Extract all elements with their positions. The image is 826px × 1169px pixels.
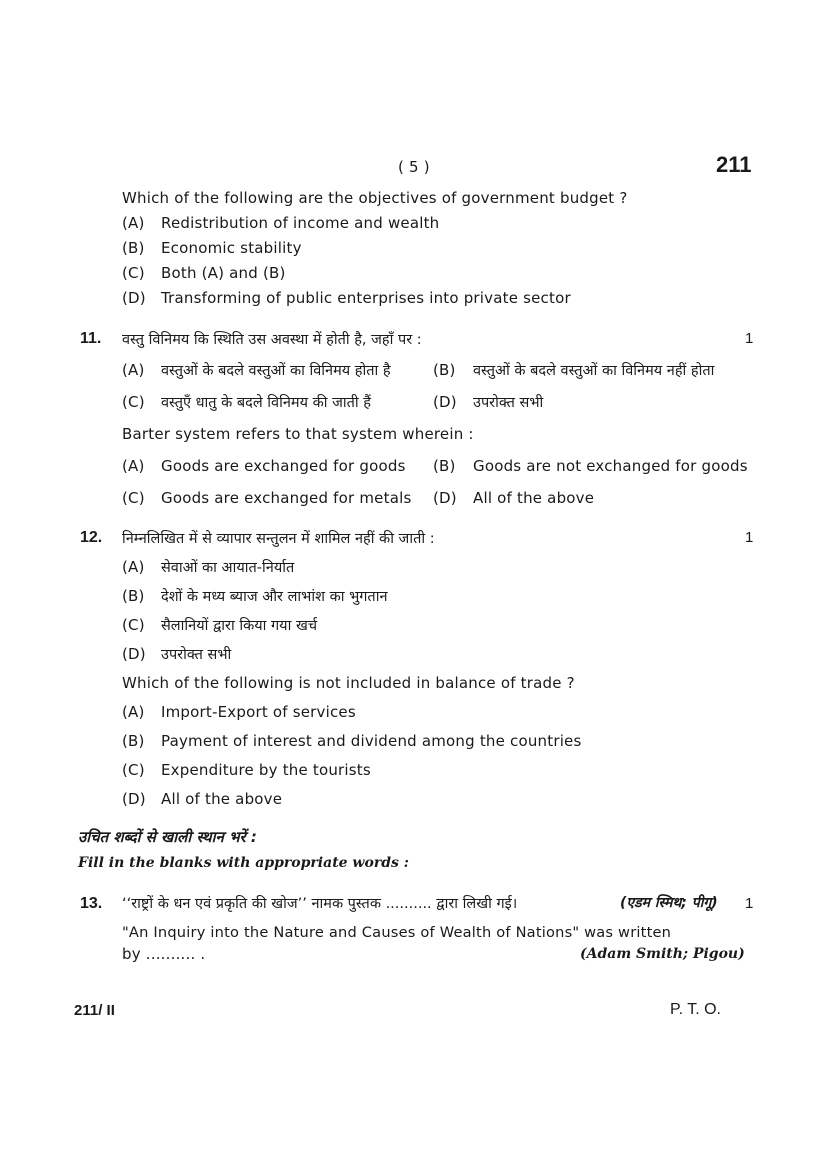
option-label: (A) [122, 214, 145, 232]
option-label: (A) [122, 457, 145, 475]
option-text: सेवाओं का आयात-निर्यात [161, 560, 295, 576]
option-label: (C) [122, 393, 145, 411]
option-text: All of the above [161, 790, 283, 808]
option-label: (C) [122, 264, 145, 282]
q13-english-choices: (Adam Smith; Pigou) [580, 946, 745, 962]
option-text: Redistribution of income and wealth [161, 214, 440, 232]
paper-code: 211 [716, 152, 752, 177]
option-text: देशों के मध्य ब्याज और लाभांश का भुगतान [161, 589, 388, 605]
option-label: (B) [433, 361, 456, 379]
q12-number: 12. [80, 529, 103, 546]
option-label: (A) [122, 558, 145, 576]
option-text: Transforming of public enterprises into private sector [161, 289, 571, 307]
option-text: Both (A) and (B) [161, 264, 286, 282]
option-label: (B) [433, 457, 456, 475]
page-number: ( 5 ) [398, 158, 430, 176]
q11-marks: 1 [745, 330, 754, 347]
option-text: Economic stability [161, 239, 302, 257]
q10-question: Which of the following are the objectives of government budget ? [122, 189, 628, 207]
section-hindi-heading: उचित शब्दों से खाली स्थान भरें : [78, 828, 257, 846]
option-text: वस्तुएँ धातु के बदले विनिमय की जाती हैं [161, 395, 371, 411]
option-text: Goods are exchanged for goods [161, 457, 406, 475]
option-text: All of the above [473, 489, 595, 507]
option-text: Import-Export of services [161, 703, 356, 721]
q13-hindi-text: ‘‘राष्ट्रों के धन एवं प्रकृति की खोज’’ नामक पुस्तक .......... द्वारा लिखी गई। [122, 896, 518, 912]
option-text: वस्तुओं के बदले वस्तुओं का विनिमय नहीं होता [473, 363, 715, 379]
option-text: वस्तुओं के बदले वस्तुओं का विनिमय होता है [161, 363, 391, 379]
option-text: Goods are exchanged for metals [161, 489, 412, 507]
option-label: (D) [122, 289, 146, 307]
option-label: (D) [122, 790, 146, 808]
q13-marks: 1 [745, 895, 754, 912]
q13-number: 13. [80, 895, 103, 912]
q13-hindi-choices: (एडम स्मिथ; पीगू) [620, 895, 718, 911]
option-label: (B) [122, 239, 145, 257]
option-text: उपरोक्त सभी [473, 395, 544, 411]
option-text: उपरोक्त सभी [161, 647, 232, 663]
option-text: सैलानियों द्वारा किया गया खर्च [161, 618, 318, 634]
option-label: (D) [433, 393, 457, 411]
option-label: (C) [122, 761, 145, 779]
option-label: (D) [122, 645, 146, 663]
q11-english-question: Barter system refers to that system wherein : [122, 425, 474, 443]
option-label: (A) [122, 703, 145, 721]
option-text: Goods are not exchanged for goods [473, 457, 748, 475]
section-english-heading: Fill in the blanks with appropriate words : [78, 855, 409, 871]
footer-code: 211/ II [74, 1002, 115, 1019]
q11-hindi-question: वस्तु विनिमय कि स्थिति उस अवस्था में होती है, जहाँ पर : [122, 332, 422, 348]
option-label: (C) [122, 616, 145, 634]
option-label: (D) [433, 489, 457, 507]
option-label: (B) [122, 732, 145, 750]
option-label: (B) [122, 587, 145, 605]
q11-number: 11. [80, 330, 102, 347]
q12-hindi-question: निम्नलिखित में से व्यापार सन्तुलन में शामिल नहीं की जाती : [122, 531, 435, 547]
option-label: (A) [122, 361, 145, 379]
footer-pto: P. T. O. [670, 1001, 721, 1018]
option-text: Payment of interest and dividend among the countries [161, 732, 582, 750]
q12-english-question: Which of the following is not included in balance of trade ? [122, 674, 575, 692]
q13-english-line2: by .......... . [122, 945, 206, 963]
q13-english-line1: "An Inquiry into the Nature and Causes of Wealth of Nations" was written [122, 924, 672, 941]
q12-marks: 1 [745, 529, 754, 546]
option-text: Expenditure by the tourists [161, 761, 371, 779]
option-label: (C) [122, 489, 145, 507]
